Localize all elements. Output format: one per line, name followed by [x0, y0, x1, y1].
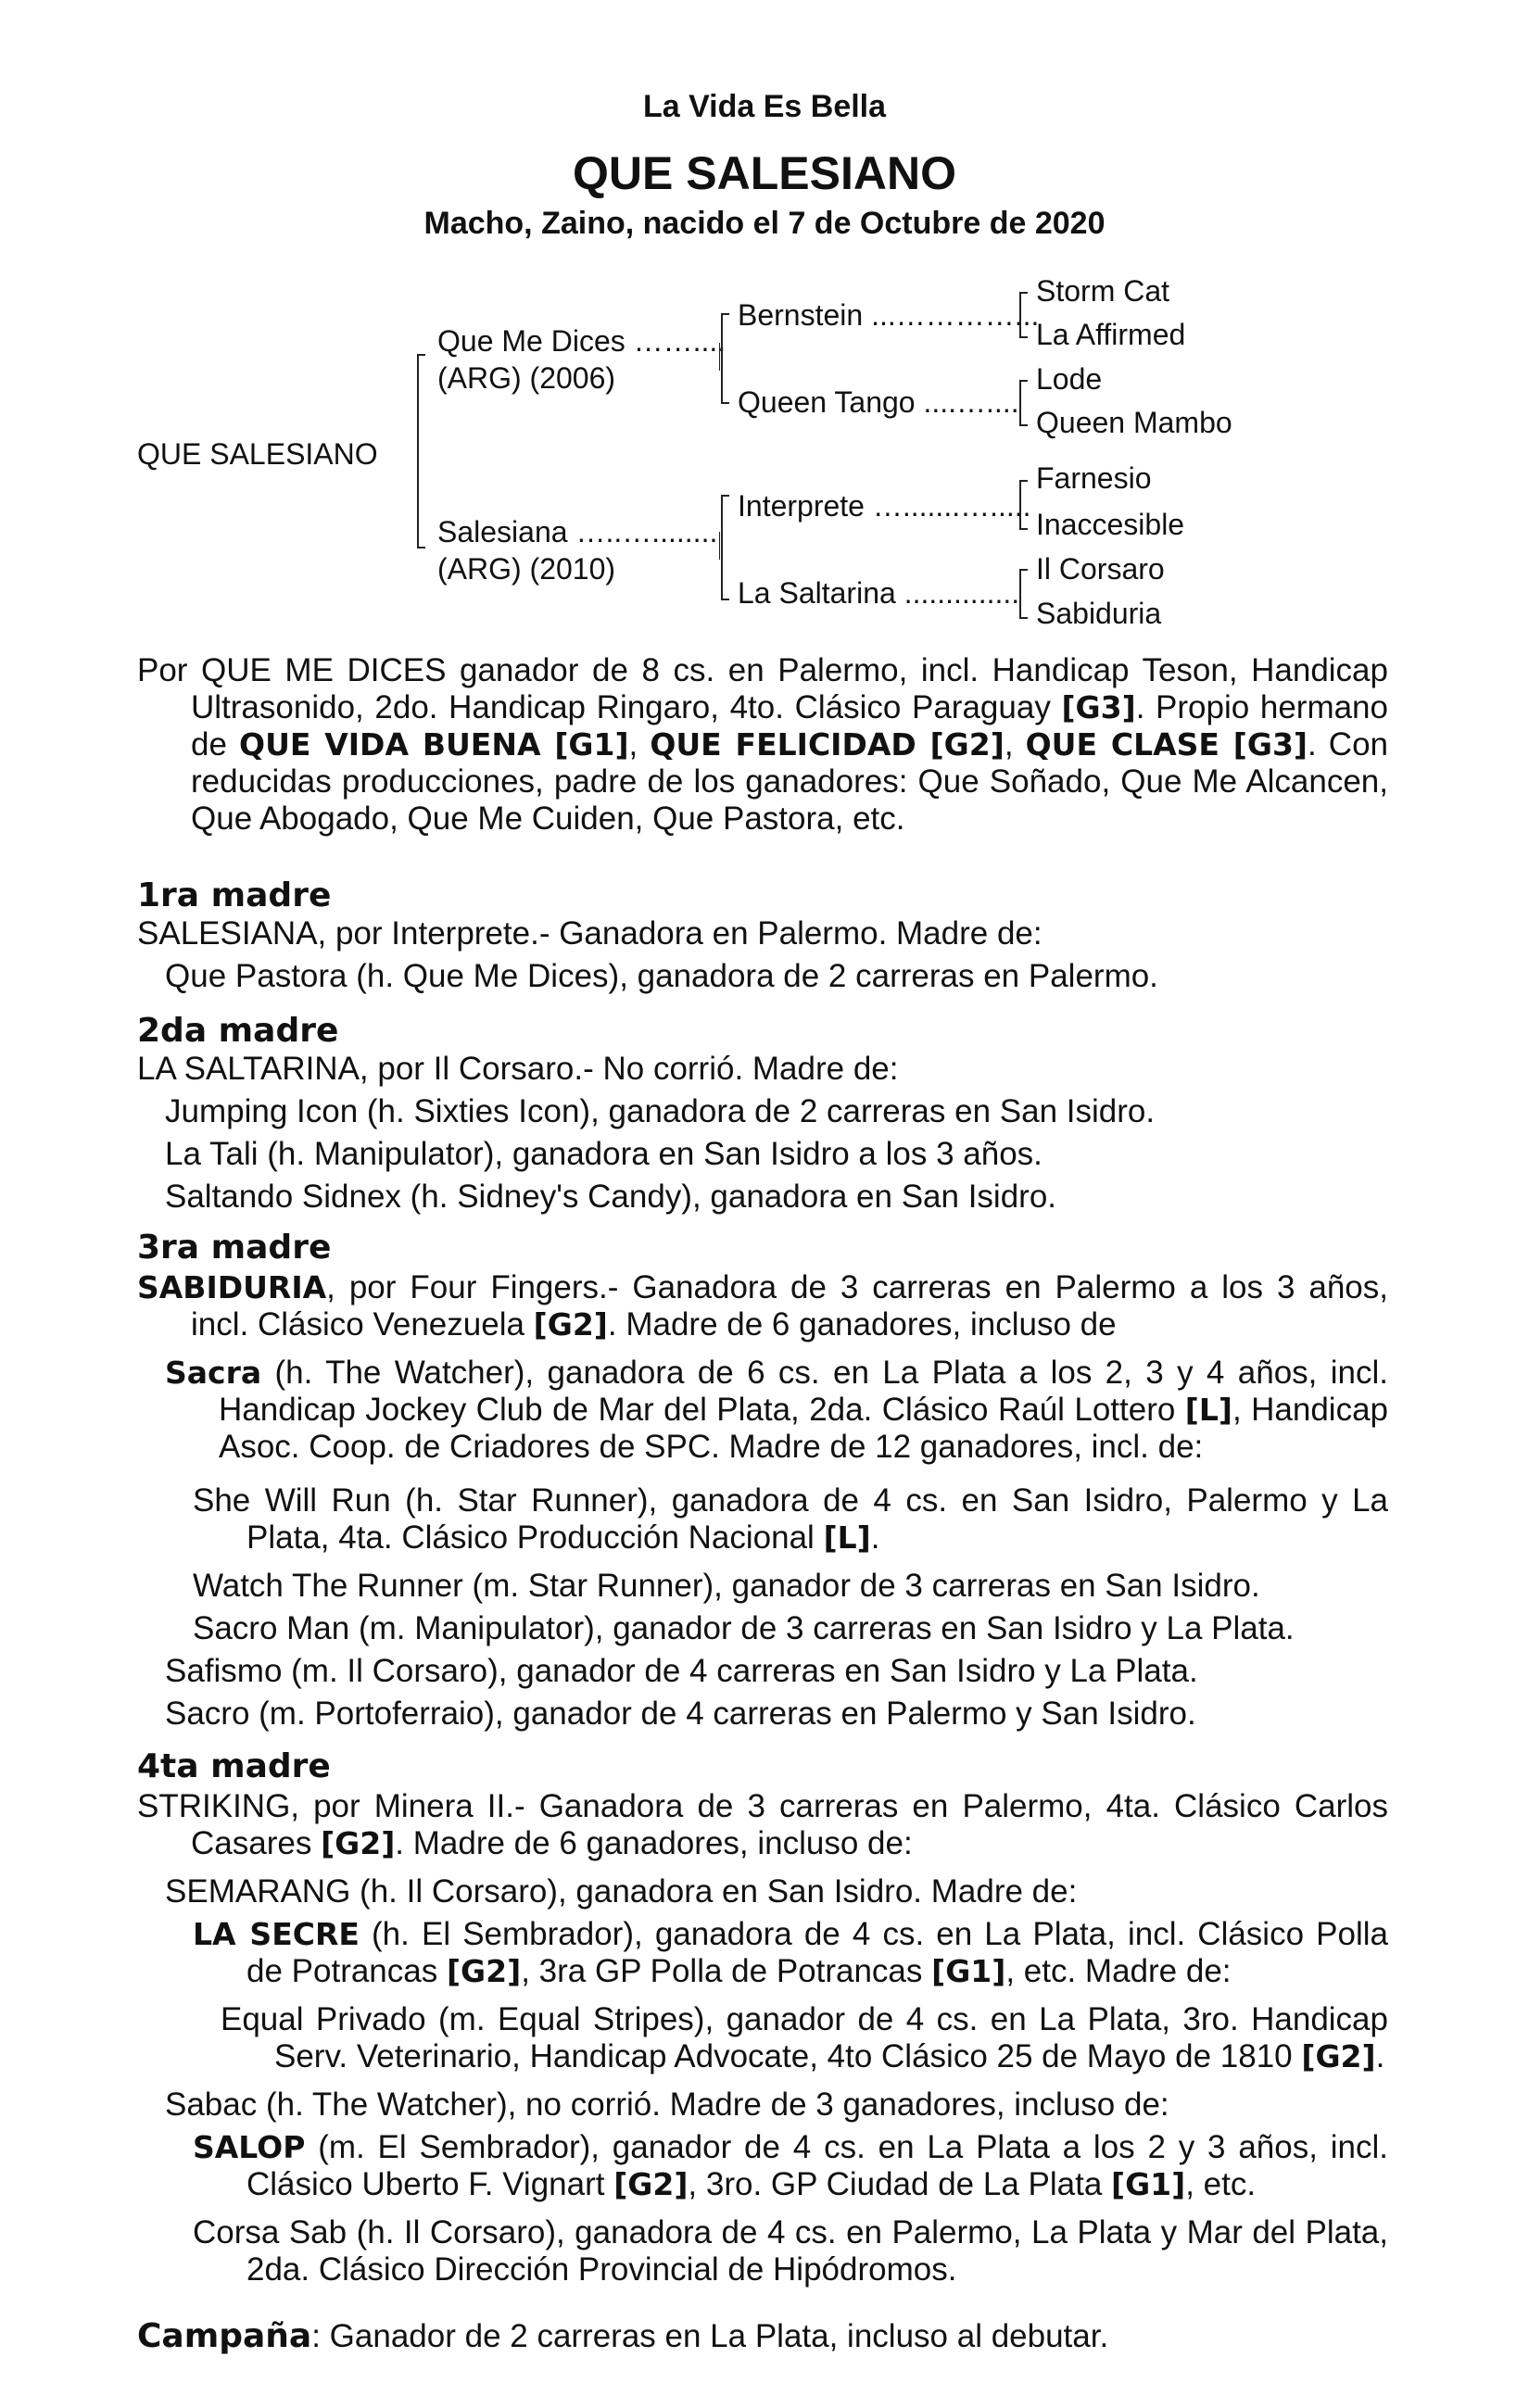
sacra-produce-1: She Will Run (h. Star Runner), ganadora de 4 cs. en San Isidro, Palermo y La Plata, 4ta. Clásico Producción Nacional [L].	[193, 1482, 1388, 1556]
third-dam-produce-3: Sacro (m. Portoferraio), ganador de 4 carreras en Palermo y San Isidro.	[165, 1696, 1196, 1732]
pedigree-ggd-4: Sabiduria	[1036, 597, 1162, 630]
pedigree-bracket-g3-1	[1019, 292, 1028, 338]
pedigree-ggs-1: Storm Cat	[1036, 274, 1170, 308]
pedigree-dam-sire: Interprete ….......….....	[738, 489, 1031, 523]
sacra-produce-3: Sacro Man (m. Manipulator), ganador de 3 carreras en San Isidro y La Plata.	[193, 1610, 1295, 1646]
pedigree-bracket-g3-2	[1019, 380, 1028, 426]
pedigree-dam-dots-line	[719, 532, 720, 560]
campaign-label: Campaña	[137, 2317, 312, 2355]
first-dam-heading: 1ra madre	[137, 876, 332, 914]
campaign-line: Campaña: Ganador de 2 carreras en La Plata, incluso al debutar.	[137, 2317, 1109, 2355]
farm-name: La Vida Es Bella	[642, 89, 887, 124]
pedigree-sire: Que Me Dices ……....	[437, 324, 727, 358]
second-dam-produce-3: Saltando Sidnex (h. Sidney's Candy), ganadora en San Isidro.	[165, 1179, 1057, 1215]
pedigree-bracket-sire	[721, 313, 729, 404]
third-dam-produce-sacra: Sacra (h. The Watcher), ganadora de 6 cs. en La Plata a los 2, 3 y 4 años, incl. Handicap Jockey Club de Mar del Plata, 2da. Clásico Raúl Lottero [L], Handicap Asoc. Coop. de Criadores de SPC. Madre de 12 ganadores, incl. de:	[165, 1355, 1389, 1465]
fourth-dam-produce-1: SEMARANG (h. Il Corsaro), ganadora en San Isidro. Madre de:	[165, 1873, 1078, 1910]
pedigree-bracket-dam	[721, 495, 729, 600]
sire-paragraph: Por QUE ME DICES ganador de 8 cs. en Palermo, incl. Handicap Teson, Handicap Ultrasonido, 2do. Handicap Ringaro, 4to. Clásico Paraguay [G3]. Propio hermano de QUE VIDA BUENA [G1], QUE FELICIDAD [G2], QUE CLASE [G3]. Con reducidas producciones, padre de los ganadores: Que Soñado, Que Me Alcancen, Que Abogado, Que Me Cuiden, Que Pastora, etc.	[137, 652, 1389, 837]
pedigree-bracket-g3-3	[1019, 480, 1028, 530]
horse-description: Macho, Zaino, nacido el 7 de Octubre de 2020	[423, 206, 1106, 241]
corsa-sab-paragraph: Corsa Sab (h. Il Corsaro), ganadora de 4 cs. en Palermo, La Plata y Mar del Plata, 2da. Clásico Dirección Provincial de Hipódromos.	[193, 2214, 1388, 2288]
pedigree-sire-dam: Queen Tango ....…....	[738, 385, 1019, 419]
pedigree-dam: Salesiana …..…........	[437, 515, 718, 548]
second-dam-produce-1: Jumping Icon (h. Sixties Icon), ganadora de 2 carreras en San Isidro.	[165, 1093, 1156, 1129]
salop-paragraph: SALOP (m. El Sembrador), ganador de 4 cs. en La Plata a los 2 y 3 años, incl. Clásico Uberto F. Vignart [G2], 3ro. GP Ciudad de La Plata [G1], etc.	[193, 2129, 1388, 2202]
second-dam-heading: 2da madre	[137, 1012, 339, 1050]
fourth-dam-produce-2: Sabac (h. The Watcher), no corrió. Madre de 3 ganadores, incluso de:	[165, 2087, 1169, 2123]
pedigree-ggs-2: Lode	[1036, 362, 1103, 396]
second-dam-line: LA SALTARINA, por Il Corsaro.- No corrió. Madre de:	[137, 1051, 899, 1087]
la-secre-paragraph: LA SECRE (h. El Sembrador), ganadora de 4 cs. en La Plata, incl. Clásico Polla de Potrancas [G2], 3ra GP Polla de Potrancas [G1], etc. Madre de:	[193, 1916, 1388, 1989]
horse-name: QUE SALESIANO	[573, 147, 956, 199]
pedigree-bracket-g3-4	[1019, 569, 1028, 619]
pedigree-sire-origin: (ARG) (2006)	[437, 361, 616, 395]
pedigree-dam-dam: La Saltarina ..............	[738, 576, 1020, 610]
la-secre-produce: Equal Privado (m. Equal Stripes), ganador de 4 cs. en La Plata, 3ro. Handicap Serv. Veterinario, Handicap Advocate, 4to Clásico 25 de Mayo de 1810 [G2].	[221, 2001, 1388, 2074]
pedigree-bracket-gen1	[417, 354, 425, 548]
pedigree-ggs-3: Farnesio	[1036, 461, 1152, 495]
first-dam-line: SALESIANA, por Interprete.- Ganadora en Palermo. Madre de:	[137, 915, 1042, 952]
second-dam-produce-2: La Tali (h. Manipulator), ganadora en San Isidro a los 3 años.	[165, 1136, 1042, 1172]
fourth-dam-paragraph: STRIKING, por Minera II.- Ganadora de 3 carreras en Palermo, 4ta. Clásico Carlos Casares [G2]. Madre de 6 ganadores, incluso de:	[137, 1788, 1388, 1861]
third-dam-heading: 3ra madre	[137, 1229, 332, 1267]
pedigree-ggd-2: Queen Mambo	[1036, 406, 1232, 439]
pedigree-subject: QUE SALESIANO	[137, 437, 378, 471]
sacra-produce-2: Watch The Runner (m. Star Runner), ganador de 3 carreras en San Isidro.	[193, 1568, 1260, 1604]
pedigree-sire-dots-line	[719, 343, 720, 371]
first-dam-produce: Que Pastora (h. Que Me Dices), ganadora de 2 carreras en Palermo.	[165, 958, 1158, 994]
pedigree-ggd-1: La Affirmed	[1036, 318, 1186, 351]
third-dam-produce-2: Safismo (m. Il Corsaro), ganador de 4 carreras en San Isidro y La Plata.	[165, 1653, 1198, 1689]
pedigree-ggs-4: Il Corsaro	[1036, 552, 1165, 586]
pedigree-sire-sire: Bernstein ...…………...	[738, 298, 1040, 332]
pedigree-ggd-3: Inaccesible	[1036, 508, 1185, 541]
fourth-dam-heading: 4ta madre	[137, 1747, 331, 1785]
pedigree-dam-origin: (ARG) (2010)	[437, 552, 616, 586]
third-dam-paragraph: SABIDURIA, por Four Fingers.- Ganadora de 3 carreras en Palermo a los 3 años, incl. Clásico Venezuela [G2]. Madre de 6 ganadores, incluso de	[137, 1269, 1388, 1343]
